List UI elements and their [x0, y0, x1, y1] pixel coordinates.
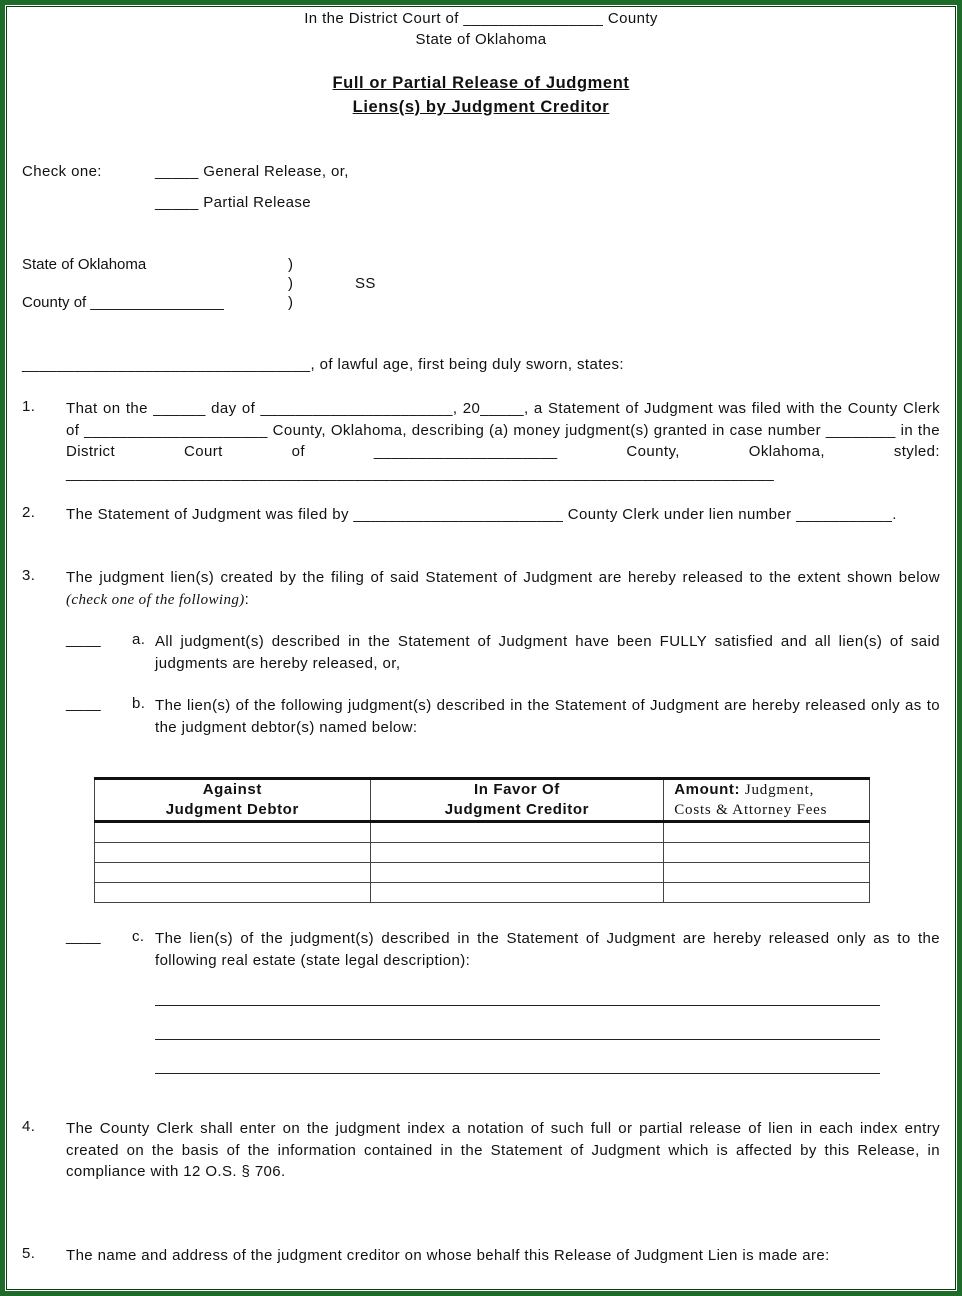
item-4-number: 4. [22, 1118, 36, 1135]
item-3-main: The judgment lien(s) created by the filing of said Statement of Judgment are hereby released to the extent shown below [66, 569, 940, 586]
table-row [95, 822, 870, 843]
debtor-cell[interactable] [95, 863, 371, 883]
creditor-cell[interactable] [370, 863, 664, 883]
option-c-check[interactable]: ____ [66, 928, 101, 945]
option-a-letter: a. [132, 631, 146, 648]
item-1-text: That on the ______ day of ______________________, 20_____, a Statement of Judgment was filed with the County Clerk of _____________________ County, Oklahoma, describing (a) money judgment(s) granted in case number ________ in the District Court of _____________________ County, Oklahoma, styled: _________________________________________________________________________________ [66, 400, 940, 482]
venue-paren-1: ) [288, 256, 294, 273]
creditor-cell[interactable] [370, 843, 664, 863]
amount-cell[interactable] [664, 883, 870, 903]
legal-description-line-3[interactable] [155, 1073, 880, 1074]
option-b-letter: b. [132, 695, 146, 712]
title-line-2: Liens(s) by Judgment Creditor [352, 98, 610, 116]
header-against: Against Judgment Debtor [95, 779, 371, 822]
state-line: State of Oklahoma [415, 31, 547, 48]
option-c-letter: c. [132, 928, 145, 945]
item-4-text: The County Clerk shall enter on the judgment index a notation of such full or partial release of lien in each index entry created on the basis of the information contained in the Statement of Judgment which is affected by this Release, in compliance with 12 O.S. § 706. [66, 1120, 940, 1180]
title-line-1: Full or Partial Release of Judgment [332, 74, 630, 92]
creditor-cell[interactable] [370, 822, 664, 843]
venue-ss: SS [355, 275, 376, 292]
option-b-check[interactable]: ____ [66, 695, 101, 712]
debtor-cell[interactable] [95, 843, 371, 863]
table-row [95, 843, 870, 863]
item-5-number: 5. [22, 1245, 36, 1262]
amount-cell[interactable] [664, 822, 870, 843]
creditor-cell[interactable] [370, 883, 664, 903]
legal-description-line-2[interactable] [155, 1039, 880, 1040]
partial-release-option[interactable]: _____ Partial Release [155, 194, 311, 211]
debtor-cell[interactable] [95, 822, 371, 843]
table-row [95, 883, 870, 903]
general-release-option[interactable]: _____ General Release, or, [155, 163, 349, 180]
option-c-text: The lien(s) of the judgment(s) described in the Statement of Judgment are hereby released only as to the following real estate (state legal description): [155, 930, 940, 969]
venue-county[interactable]: County of ________________ [22, 294, 224, 311]
option-a-check[interactable]: ____ [66, 631, 101, 648]
item-2-number: 2. [22, 504, 36, 521]
venue-state: State of Oklahoma [22, 256, 147, 273]
item-3-instruction: (check one of the following) [66, 591, 245, 608]
item-3-text [66, 567, 940, 611]
legal-description-line-1[interactable] [155, 1005, 880, 1006]
item-5-text: The name and address of the judgment creditor on whose behalf this Release of Judgment Lien is made are: [66, 1247, 830, 1264]
option-b-text: The lien(s) of the following judgment(s) described in the Statement of Judgment are hereby released only as to the judgment debtor(s) named below: [155, 697, 940, 736]
header-in-favor-of: In Favor Of Judgment Creditor [370, 779, 664, 822]
court-line: In the District Court of ________________ County [304, 10, 658, 27]
item-2-text: The Statement of Judgment was filed by ________________________ County Clerk under lien number ___________. [66, 506, 897, 523]
affiant-line[interactable]: _________________________________, of lawful age, first being duly sworn, states: [22, 356, 625, 373]
item-3-number: 3. [22, 567, 36, 584]
debtor-cell[interactable] [95, 883, 371, 903]
item-3-colon: : [244, 590, 250, 608]
table-header-row [95, 779, 870, 822]
judgment-debtor-table [94, 777, 870, 903]
amount-cell[interactable] [664, 843, 870, 863]
option-a-text: All judgment(s) described in the Statement of Judgment have been FULLY satisfied and all lien(s) of said judgments are hereby released, or, [155, 633, 940, 672]
header-amount: Amount: Judgment, Costs & Attorney Fees [664, 779, 870, 822]
table-row [95, 863, 870, 883]
check-one-label: Check one: [22, 163, 102, 180]
amount-cell[interactable] [664, 863, 870, 883]
venue-paren-3: ) [288, 294, 294, 311]
item-1-number: 1. [22, 398, 36, 415]
venue-paren-2: ) [288, 275, 294, 292]
